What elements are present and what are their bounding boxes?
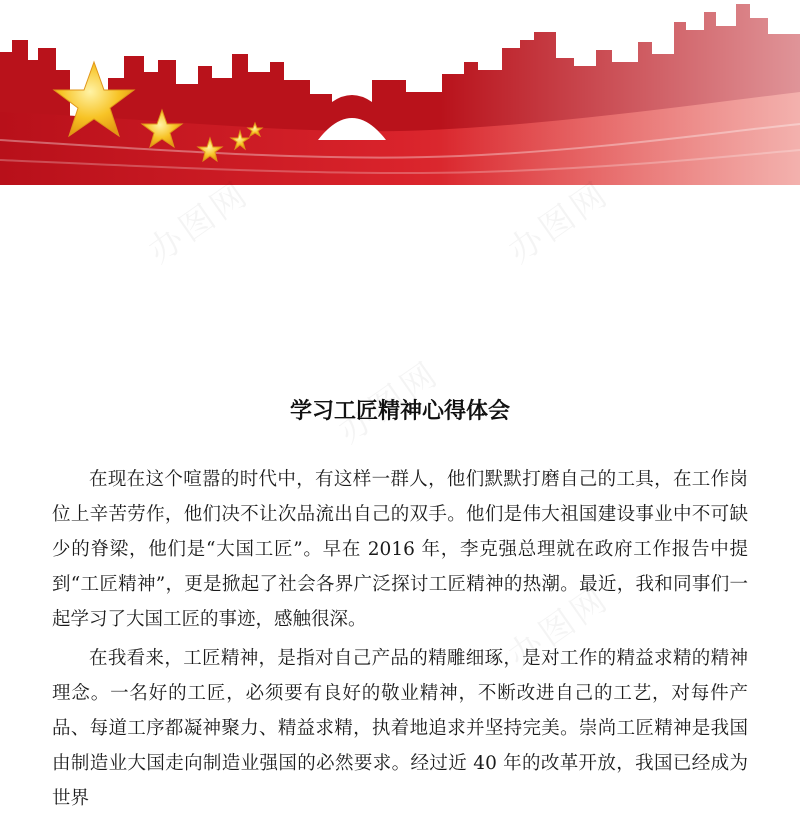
- paragraph: 在我看来，工匠精神，是指对自己产品的精雕细琢，是对工作的精益求精的精神理念。一名好的工匠，必须要有良好的敬业精神，不断改进自己的工艺，对每件产品、每道工序都凝神聚力、精益求精，执着地追求并坚持完美。崇尚工匠精神是我国由制造业大国走向制造业强国的必然要求。经过近 40 年的改革开放，我国已经成为世界: [52, 648, 748, 809]
- document-body: [52, 462, 748, 820]
- header-banner: [0, 0, 800, 185]
- city-skyline-illustration: [0, 0, 800, 185]
- paragraph: 在现在这个喧嚣的时代中，有这样一群人，他们默默打磨自己的工具，在工作岗位上辛苦劳作，他们决不让次品流出自己的双手。他们是伟大祖国建设事业中不可缺少的脊梁，他们是“大国工匠”。早在 2016 年，李克强总理就在政府工作报告中提到“工匠精神”，更是掀起了社会各界广泛探讨工匠精神的热潮。最近，我和同事们一起学习了大国工匠的事迹，感触很深。: [52, 469, 748, 630]
- document-title: 学习工匠精神心得体会: [289, 399, 510, 424]
